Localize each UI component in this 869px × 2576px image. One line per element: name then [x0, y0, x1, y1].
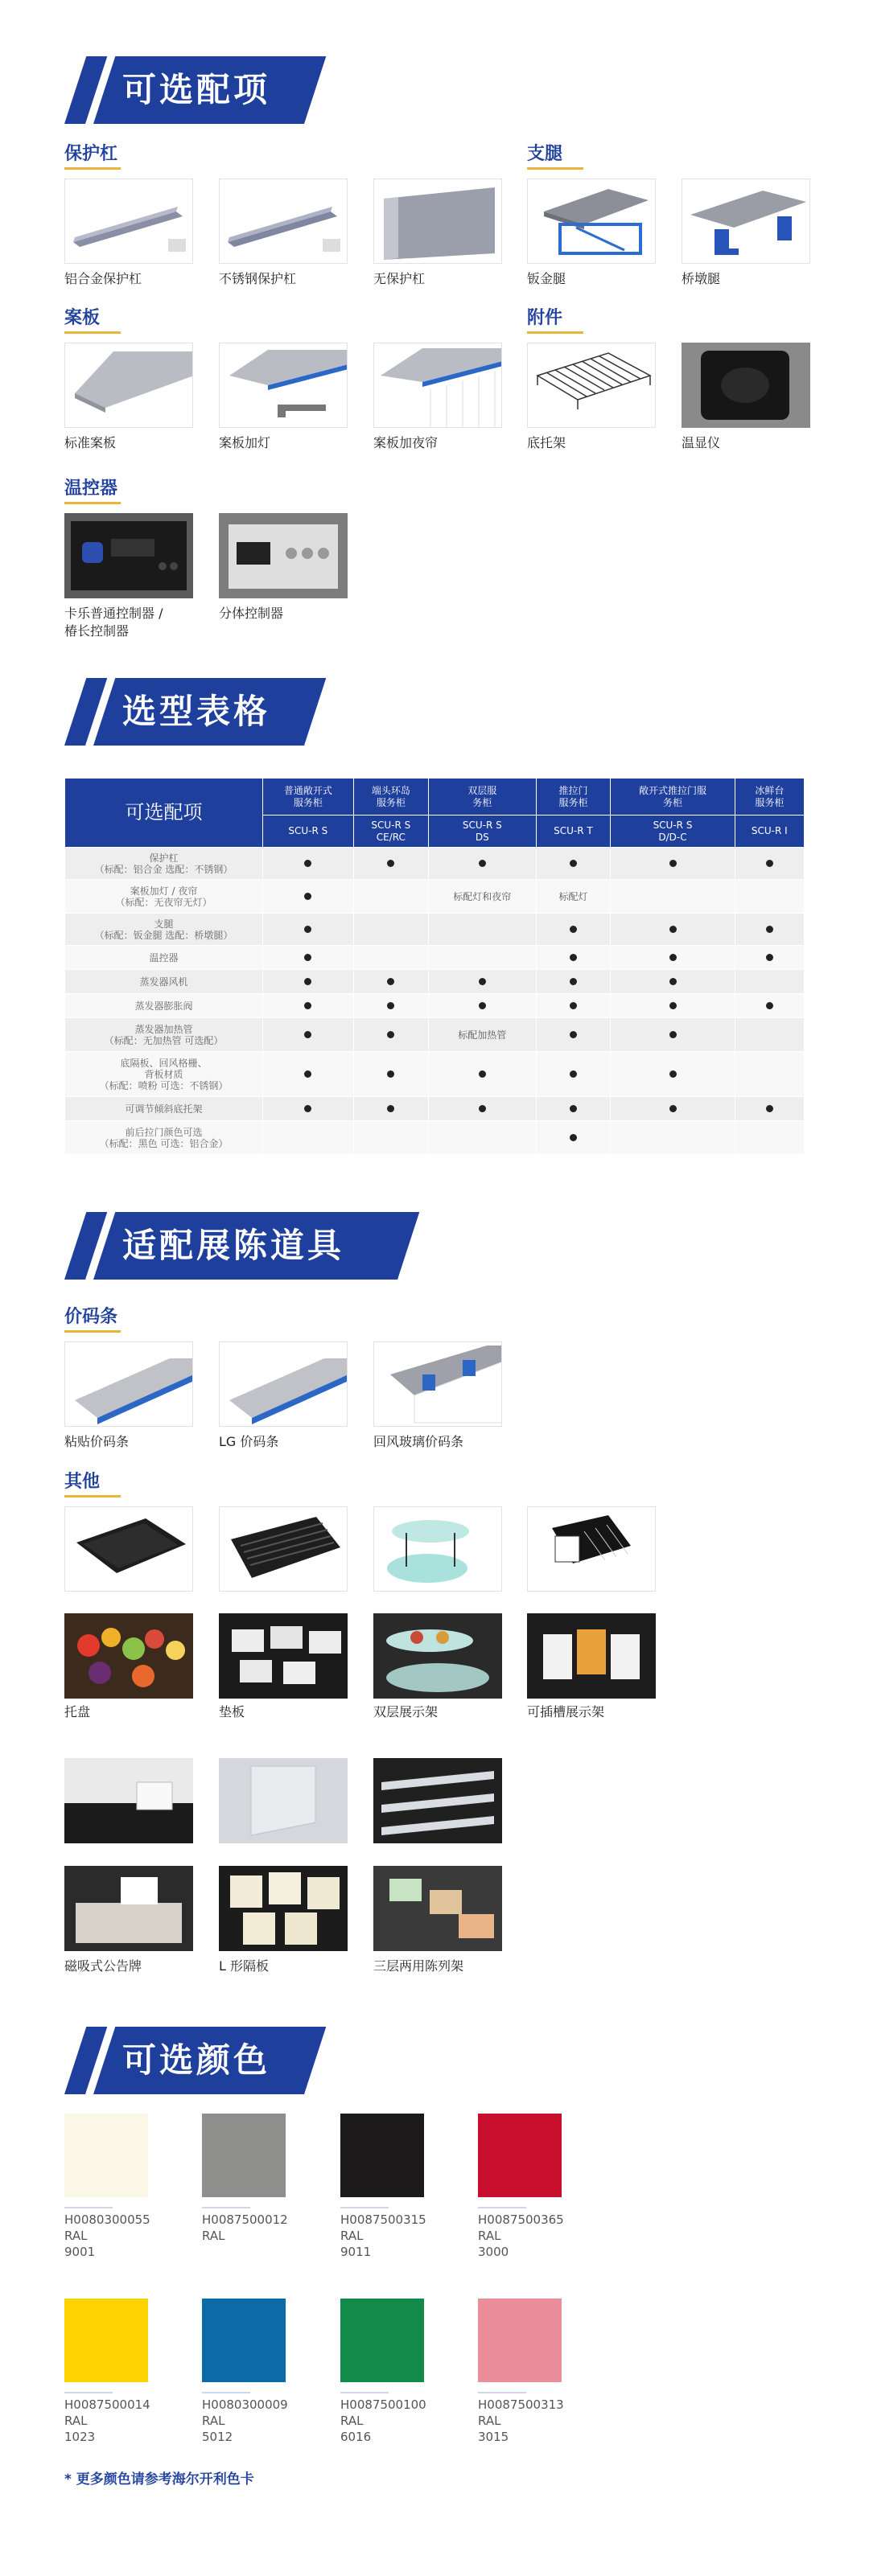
- col-code: SCU-R I: [735, 816, 804, 848]
- price-lg-image: [219, 1341, 348, 1427]
- table-cell: [353, 970, 428, 994]
- table-cell: [536, 1052, 611, 1097]
- row-label: 支腿 （标配：钣金腿 选配：桥墩腿）: [65, 914, 263, 946]
- bumper-stainless-image: [219, 179, 348, 264]
- controller-carrier-image: [64, 513, 193, 598]
- table-cell: [611, 914, 735, 946]
- double-rack-photo: [373, 1613, 502, 1699]
- color-swatch: [478, 2299, 562, 2382]
- table-cell: [735, 880, 804, 914]
- table-cell: [429, 970, 536, 994]
- table-cell: [353, 1121, 428, 1155]
- included-dot: [669, 1002, 677, 1009]
- color-swatch: [478, 2114, 562, 2197]
- table-cell: [611, 848, 735, 880]
- slot-rack-label: 可插槽展示架: [527, 1704, 605, 1719]
- table-cell: [353, 880, 428, 914]
- color-swatch: [64, 2299, 148, 2382]
- pad-label: 垫板: [219, 1704, 245, 1719]
- table-cell: [263, 994, 354, 1018]
- subtitle-others: 其他: [64, 1468, 100, 1493]
- table-cell: [263, 880, 354, 914]
- table-cell: [735, 914, 804, 946]
- bumper-aluminum-image: [64, 179, 193, 264]
- color-code-number: H0087500012: [202, 2212, 288, 2227]
- color-code-number: H0087500014: [64, 2397, 150, 2412]
- subtitle-accessory: 附件: [527, 304, 562, 329]
- col-name: 敞开式推拉门服 务柜: [611, 779, 735, 816]
- section-header-colors: [64, 2027, 306, 2094]
- col-name: 冰鲜台 服务柜: [735, 779, 804, 816]
- leg-bridge-image: [682, 179, 810, 264]
- color-swatch: [340, 2114, 424, 2197]
- controller-carrier-label: [64, 605, 163, 640]
- section-title: 选型表格: [122, 692, 271, 731]
- swatch-divider: [202, 2392, 250, 2393]
- color-code: [478, 2397, 564, 2445]
- color-code: [478, 2212, 564, 2260]
- section-header-display: [64, 1212, 345, 1280]
- included-dot: [570, 1002, 577, 1009]
- section-title: 可选配项: [122, 70, 271, 109]
- color-code: [202, 2397, 288, 2445]
- swatch-divider: [478, 2207, 526, 2208]
- three-layer-image: [373, 1758, 502, 1843]
- table-row: [65, 946, 805, 970]
- table-corner: 可选配项: [65, 779, 263, 848]
- col-name: 端头环岛 服务柜: [353, 779, 428, 816]
- three-layer-photo: [373, 1866, 502, 1951]
- included-dot: [766, 860, 773, 867]
- l-divider-label: L 形隔板: [219, 1958, 270, 1974]
- selection-table: [64, 778, 805, 1155]
- included-dot: [669, 926, 677, 933]
- leg-metal-image: [527, 179, 656, 264]
- included-dot: [766, 926, 773, 933]
- table-cell: [536, 914, 611, 946]
- table-cell: [353, 1052, 428, 1097]
- included-dot: [570, 1031, 577, 1038]
- price-sticky-image: [64, 1341, 193, 1427]
- base-rack-label: 底托架: [527, 435, 566, 450]
- color-code: [340, 2212, 426, 2260]
- swatch-divider: [340, 2207, 389, 2208]
- table-cell: [429, 1121, 536, 1155]
- color-code-number: H0080300009: [202, 2397, 288, 2412]
- thermometer-image: [682, 343, 810, 428]
- included-dot: [570, 860, 577, 867]
- magnet-sign-image: [64, 1758, 193, 1843]
- included-dot: [304, 860, 311, 867]
- col-code: SCU-R S D/D-C: [611, 816, 735, 848]
- table-cell: 标配加热管: [429, 1018, 536, 1052]
- included-dot: [479, 860, 486, 867]
- subtitle-controller: 温控器: [64, 475, 117, 499]
- table-row: [65, 970, 805, 994]
- table-cell: [263, 1121, 354, 1155]
- slot-rack-photo: [527, 1613, 656, 1699]
- included-dot: [766, 954, 773, 961]
- included-dot: [479, 978, 486, 985]
- color-ral-label: RAL: [202, 2229, 225, 2243]
- included-dot: [304, 1105, 311, 1112]
- three-layer-label: 三层两用陈列架: [373, 1958, 464, 1974]
- color-ral-label: RAL: [64, 2229, 88, 2243]
- included-dot: [766, 1002, 773, 1009]
- tray-image: [64, 1506, 193, 1592]
- included-dot: [387, 860, 394, 867]
- row-label: 蒸发器膨胀阀: [65, 994, 263, 1018]
- row-label: 前后拉门颜色可选 （标配：黑色 可选：铝合金）: [65, 1121, 263, 1155]
- table-cell: [735, 1121, 804, 1155]
- table-cell: [735, 848, 804, 880]
- price-glass-image: [373, 1341, 502, 1427]
- color-ral-label: RAL: [64, 2414, 88, 2428]
- price-sticky-label: 粘贴价码条: [64, 1434, 130, 1449]
- table-cell: [263, 1097, 354, 1121]
- row-label: 蒸发器加热管 （标配：无加热管 可选配）: [65, 1018, 263, 1052]
- table-cell: [611, 880, 735, 914]
- table-cell: [429, 1052, 536, 1097]
- color-ral-label: RAL: [478, 2414, 501, 2428]
- color-footnote: * 更多颜色请参考海尔开利色卡: [64, 2471, 254, 2488]
- swatch-divider: [64, 2207, 113, 2208]
- col-code: SCU-R S: [263, 816, 354, 848]
- table-cell: [611, 1052, 735, 1097]
- included-dot: [479, 1070, 486, 1078]
- board-standard-label: 标准案板: [64, 435, 117, 450]
- color-ral-label: RAL: [340, 2414, 364, 2428]
- col-code: SCU-R S CE/RC: [353, 816, 428, 848]
- included-dot: [304, 954, 311, 961]
- table-cell: [353, 946, 428, 970]
- table-cell: [536, 994, 611, 1018]
- table-cell: [536, 970, 611, 994]
- color-code-number: H0087500315: [340, 2212, 426, 2227]
- color-code-number: H0087500100: [340, 2397, 426, 2412]
- col-name: 普通敞开式 服务柜: [263, 779, 354, 816]
- included-dot: [387, 1031, 394, 1038]
- included-dot: [669, 954, 677, 961]
- row-label: 蒸发器风机: [65, 970, 263, 994]
- table-cell: [735, 970, 804, 994]
- subtitle-leg: 支腿: [527, 140, 562, 165]
- swatch-divider: [340, 2392, 389, 2393]
- table-cell: [735, 1018, 804, 1052]
- row-label: 温控器: [65, 946, 263, 970]
- table-cell: [429, 994, 536, 1018]
- color-code: [340, 2397, 426, 2445]
- pad-photo: [219, 1613, 348, 1699]
- swatch-divider: [202, 2207, 250, 2208]
- table-cell: [611, 1097, 735, 1121]
- price-glass-label: 回风玻璃价码条: [373, 1434, 464, 1449]
- table-cell: [263, 914, 354, 946]
- board-light-label: 案板加灯: [219, 435, 271, 450]
- bumper-stainless-label: 不锈钢保护杠: [219, 271, 297, 286]
- table-cell: [536, 1121, 611, 1155]
- included-dot: [669, 1070, 677, 1078]
- tray-photo: [64, 1613, 193, 1699]
- slot-rack-image: [527, 1506, 656, 1592]
- color-ral-number: 1023: [64, 2430, 96, 2444]
- included-dot: [570, 978, 577, 985]
- double-rack-label: 双层展示架: [373, 1704, 439, 1719]
- double-rack-image: [373, 1506, 502, 1592]
- table-cell: [536, 848, 611, 880]
- controller-split-image: [219, 513, 348, 598]
- table-row: [65, 848, 805, 880]
- board-light-image: [219, 343, 348, 428]
- col-name: 双层服 务柜: [429, 779, 536, 816]
- color-ral-number: 6016: [340, 2430, 372, 2444]
- table-row: [65, 914, 805, 946]
- section-header-selection: [64, 678, 306, 746]
- table-row: [65, 880, 805, 914]
- col-name: 推拉门 服务柜: [536, 779, 611, 816]
- table-cell: [263, 848, 354, 880]
- table-cell: [353, 1018, 428, 1052]
- color-code-number: H0080300055: [64, 2212, 150, 2227]
- bumper-none-label: 无保护杠: [373, 271, 426, 286]
- color-code-number: H0087500365: [478, 2212, 564, 2227]
- bumper-aluminum-label: 铝合金保护杠: [64, 271, 142, 286]
- subtitle-price-strip: 价码条: [64, 1303, 117, 1328]
- table-cell: [263, 1052, 354, 1097]
- table-cell: [536, 1018, 611, 1052]
- table-cell: [611, 1018, 735, 1052]
- col-code: SCU-R T: [536, 816, 611, 848]
- table-cell: 标配灯和夜帘: [429, 880, 536, 914]
- table-row: [65, 1052, 805, 1097]
- color-code: [64, 2397, 150, 2445]
- controller-carrier-label-line1: 卡乐普通控制器 /: [64, 606, 163, 621]
- included-dot: [570, 1070, 577, 1078]
- thermometer-label: 温显仪: [682, 435, 721, 450]
- included-dot: [387, 1105, 394, 1112]
- base-rack-image: [527, 343, 656, 428]
- included-dot: [304, 1002, 311, 1009]
- board-standard-image: [64, 343, 193, 428]
- included-dot: [669, 860, 677, 867]
- included-dot: [570, 926, 577, 933]
- color-ral-number: 9001: [64, 2245, 96, 2259]
- bumper-none-image: [373, 179, 502, 264]
- swatch-divider: [478, 2392, 526, 2393]
- included-dot: [304, 1031, 311, 1038]
- subtitle-board: 案板: [64, 304, 100, 329]
- board-curtain-label: 案板加夜帘: [373, 435, 439, 450]
- controller-carrier-label-line2: 椿长控制器: [64, 623, 130, 639]
- color-swatch: [202, 2299, 286, 2382]
- table-row: [65, 1018, 805, 1052]
- row-label: 案板加灯 / 夜帘 （标配：无夜帘无灯）: [65, 880, 263, 914]
- row-label: 保护杠 （标配：铝合金 选配：不锈钢）: [65, 848, 263, 880]
- color-ral-number: 3000: [478, 2245, 509, 2259]
- table-row: [65, 994, 805, 1018]
- leg-metal-label: 钣金腿: [527, 271, 566, 286]
- included-dot: [570, 1105, 577, 1112]
- table-cell: [429, 848, 536, 880]
- table-cell: [263, 1018, 354, 1052]
- table-cell: [429, 914, 536, 946]
- included-dot: [479, 1002, 486, 1009]
- table-row: [65, 1097, 805, 1121]
- included-dot: [304, 893, 311, 900]
- color-swatch: [340, 2299, 424, 2382]
- tray-label: 托盘: [64, 1704, 91, 1719]
- row-label: 底隔板、回风格栅、 背板材质 （标配：喷粉 可选：不锈钢）: [65, 1052, 263, 1097]
- color-code-number: H0087500313: [478, 2397, 564, 2412]
- section-header-options: [64, 56, 306, 124]
- swatch-divider: [64, 2392, 113, 2393]
- color-swatch: [202, 2114, 286, 2197]
- color-swatch: [64, 2114, 148, 2197]
- included-dot: [669, 978, 677, 985]
- included-dot: [387, 978, 394, 985]
- color-ral-label: RAL: [340, 2229, 364, 2243]
- table-cell: [735, 1052, 804, 1097]
- table-cell: [353, 1097, 428, 1121]
- included-dot: [570, 954, 577, 961]
- table-row: [65, 1121, 805, 1155]
- table-cell: [735, 946, 804, 970]
- color-ral-label: RAL: [478, 2229, 501, 2243]
- table-cell: [611, 1121, 735, 1155]
- table-cell: [611, 970, 735, 994]
- table-cell: [263, 970, 354, 994]
- price-lg-label: LG 价码条: [219, 1434, 279, 1449]
- board-curtain-image: [373, 343, 502, 428]
- included-dot: [304, 926, 311, 933]
- color-code: [202, 2212, 288, 2244]
- section-title: 可选颜色: [122, 2040, 271, 2080]
- table-cell: [429, 946, 536, 970]
- color-ral-number: 3015: [478, 2430, 509, 2444]
- table-cell: [735, 1097, 804, 1121]
- included-dot: [387, 1002, 394, 1009]
- table-cell: [611, 994, 735, 1018]
- included-dot: [570, 1134, 577, 1141]
- table-cell: [536, 946, 611, 970]
- magnet-sign-photo: [64, 1866, 193, 1951]
- included-dot: [669, 1031, 677, 1038]
- included-dot: [479, 1105, 486, 1112]
- included-dot: [304, 978, 311, 985]
- table-cell: 标配灯: [536, 880, 611, 914]
- section-title: 适配展陈道具: [122, 1226, 345, 1265]
- table-cell: [611, 946, 735, 970]
- table-cell: [536, 1097, 611, 1121]
- table-cell: [263, 946, 354, 970]
- l-divider-photo: [219, 1866, 348, 1951]
- color-ral-number: 9011: [340, 2245, 372, 2259]
- leg-bridge-label: 桥墩腿: [682, 271, 721, 286]
- subtitle-bumper: 保护杠: [64, 140, 117, 165]
- included-dot: [766, 1105, 773, 1112]
- included-dot: [304, 1070, 311, 1078]
- controller-split-label: 分体控制器: [219, 606, 284, 621]
- included-dot: [669, 1105, 677, 1112]
- included-dot: [387, 1070, 394, 1078]
- table-cell: [353, 914, 428, 946]
- magnet-sign-label: 磁吸式公告牌: [64, 1958, 142, 1974]
- table-cell: [429, 1097, 536, 1121]
- table-cell: [353, 848, 428, 880]
- pad-image: [219, 1506, 348, 1592]
- l-divider-image: [219, 1758, 348, 1843]
- color-ral-number: 5012: [202, 2430, 233, 2444]
- color-code: [64, 2212, 150, 2260]
- table-cell: [735, 994, 804, 1018]
- row-label: 可调节倾斜底托架: [65, 1097, 263, 1121]
- table-cell: [353, 994, 428, 1018]
- color-ral-label: RAL: [202, 2414, 225, 2428]
- col-code: SCU-R S DS: [429, 816, 536, 848]
